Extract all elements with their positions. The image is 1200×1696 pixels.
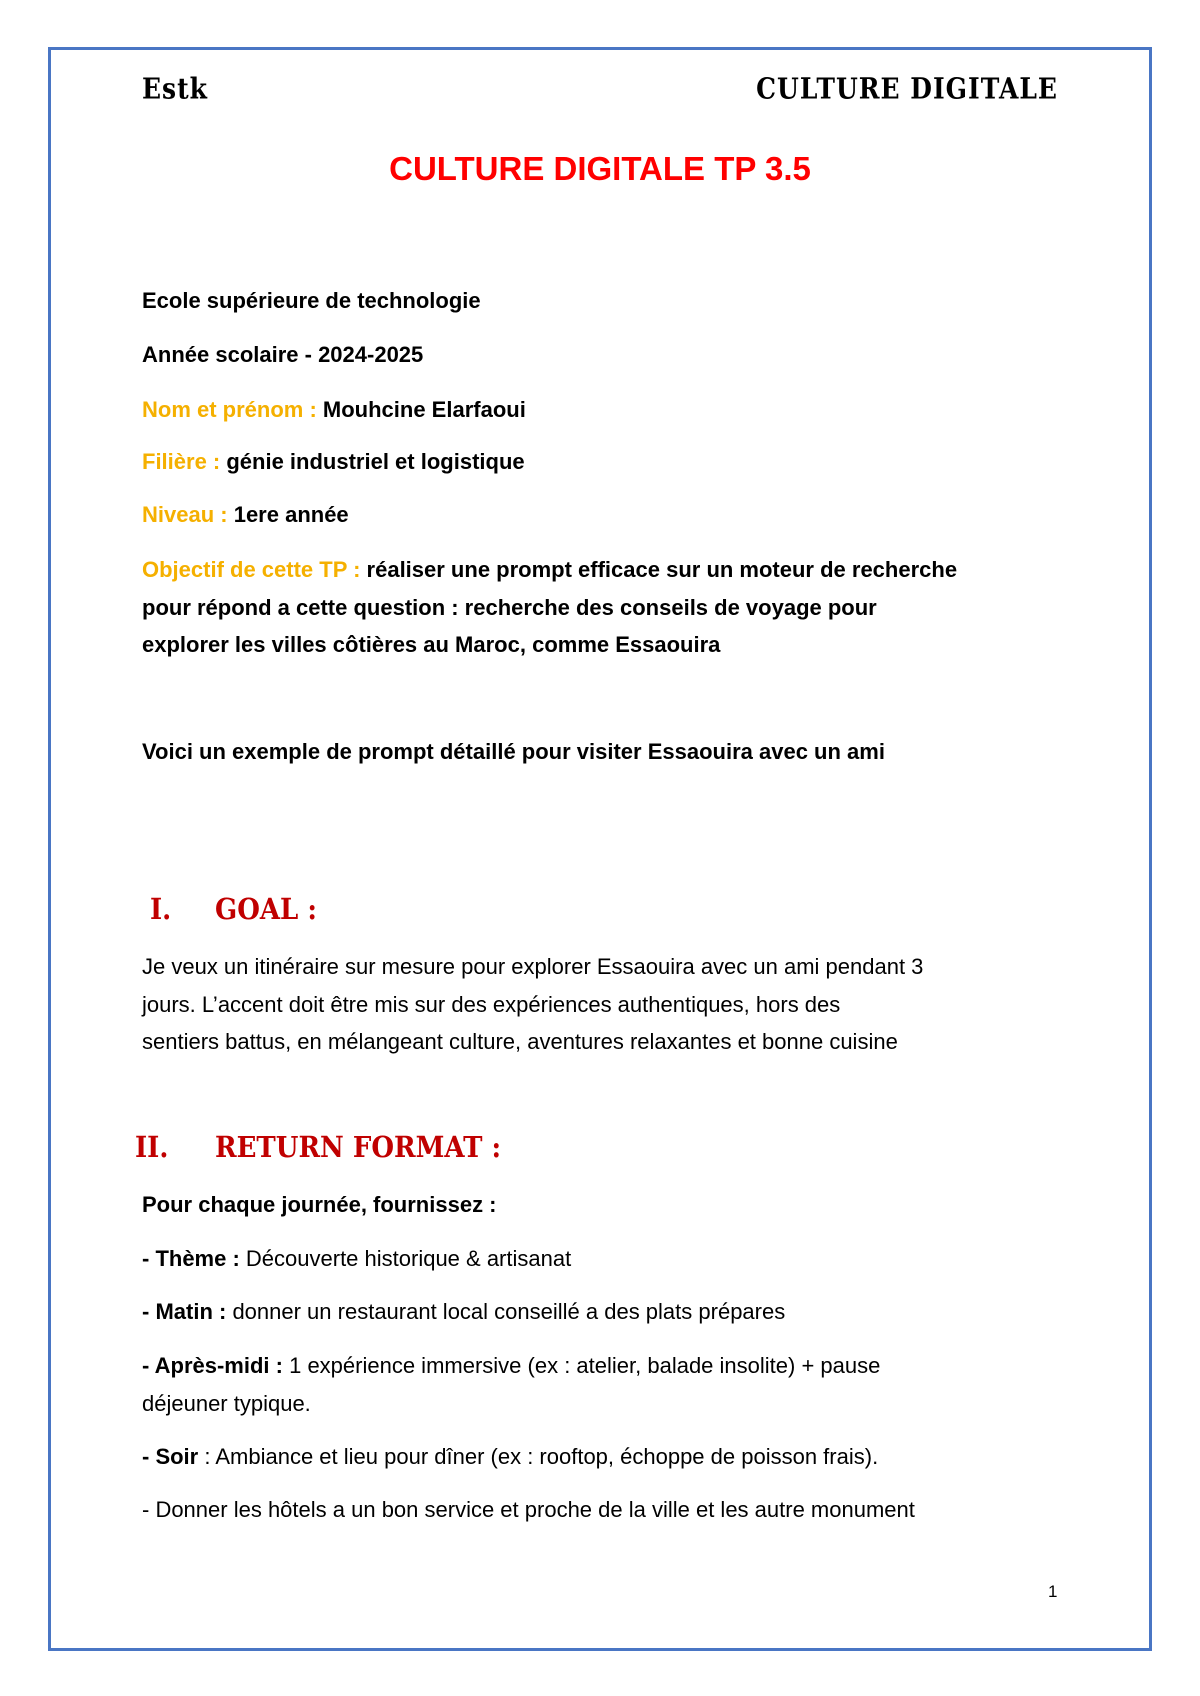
intro-text: Voici un exemple de prompt détaillé pour visiter Essaouira avec un ami xyxy=(142,739,885,764)
item-label: - Thème : xyxy=(142,1246,240,1271)
list-item xyxy=(142,1299,785,1325)
name-label: Nom et prénom : xyxy=(142,397,317,422)
section-number: I. xyxy=(150,893,172,927)
list-item xyxy=(142,1353,880,1379)
objective-line: pour répond a cette question : recherche des conseils de voyage pour xyxy=(142,595,877,620)
item-text: : Ambiance et lieu pour dîner (ex : rooftop, échoppe de poisson frais). xyxy=(198,1444,879,1469)
item-label: - Soir xyxy=(142,1444,199,1469)
school-year: Année scolaire - 2024-2025 xyxy=(142,342,424,367)
goal-line: sentiers battus, en mélangeant culture, aventures relaxantes et bonne cuisine xyxy=(142,1029,898,1054)
level-label: Niveau : xyxy=(142,502,228,527)
objective-line: explorer les villes côtières au Maroc, comme Essaouira xyxy=(142,632,721,657)
item-label: - Matin : xyxy=(142,1299,227,1324)
item-text: - Donner les hôtels a un bon service et proche de la ville et les autre monument xyxy=(142,1497,915,1522)
list-item xyxy=(142,1246,571,1272)
objective-row xyxy=(142,557,957,583)
goal-line: Je veux un itinéraire sur mesure pour explorer Essaouira avec un ami pendant 3 xyxy=(142,954,924,979)
item-text: donner un restaurant local conseillé a des plats prépares xyxy=(226,1299,786,1324)
item-label: - Après-midi : xyxy=(142,1353,283,1378)
field-label: Filière : xyxy=(142,449,221,474)
field-value: génie industriel et logistique xyxy=(220,449,525,474)
list-item xyxy=(142,1497,915,1523)
level-value: 1ere année xyxy=(227,502,349,527)
section-title-goal: GOAL : xyxy=(215,893,317,927)
header-left: Estk xyxy=(142,71,208,106)
item-text: 1 expérience immersive (ex : atelier, balade insolite) + pause xyxy=(282,1353,881,1378)
level-row xyxy=(142,502,349,528)
school: Ecole supérieure de technologie xyxy=(142,288,481,313)
name-value: Mouhcine Elarfaoui xyxy=(316,397,526,422)
page-title: CULTURE DIGITALE TP 3.5 xyxy=(389,150,811,187)
field-row xyxy=(142,449,525,475)
page-number: 1 xyxy=(1048,1582,1058,1601)
list-item xyxy=(142,1444,878,1470)
objective-label: Objectif de cette TP : xyxy=(142,557,361,582)
header-right: CULTURE DIGITALE xyxy=(756,71,1058,106)
item-text: Découverte historique & artisanat xyxy=(239,1246,572,1271)
return-intro: Pour chaque journée, fournissez : xyxy=(142,1192,497,1217)
objective-line: réaliser une prompt efficace sur un moteur de recherche xyxy=(360,557,958,582)
list-item-continuation: déjeuner typique. xyxy=(142,1391,311,1416)
name-row xyxy=(142,397,526,423)
goal-line: jours. L’accent doit être mis sur des expériences authentiques, hors des xyxy=(142,992,841,1017)
section-number: II. xyxy=(135,1131,169,1165)
section-title-return-format: RETURN FORMAT : xyxy=(215,1131,502,1165)
